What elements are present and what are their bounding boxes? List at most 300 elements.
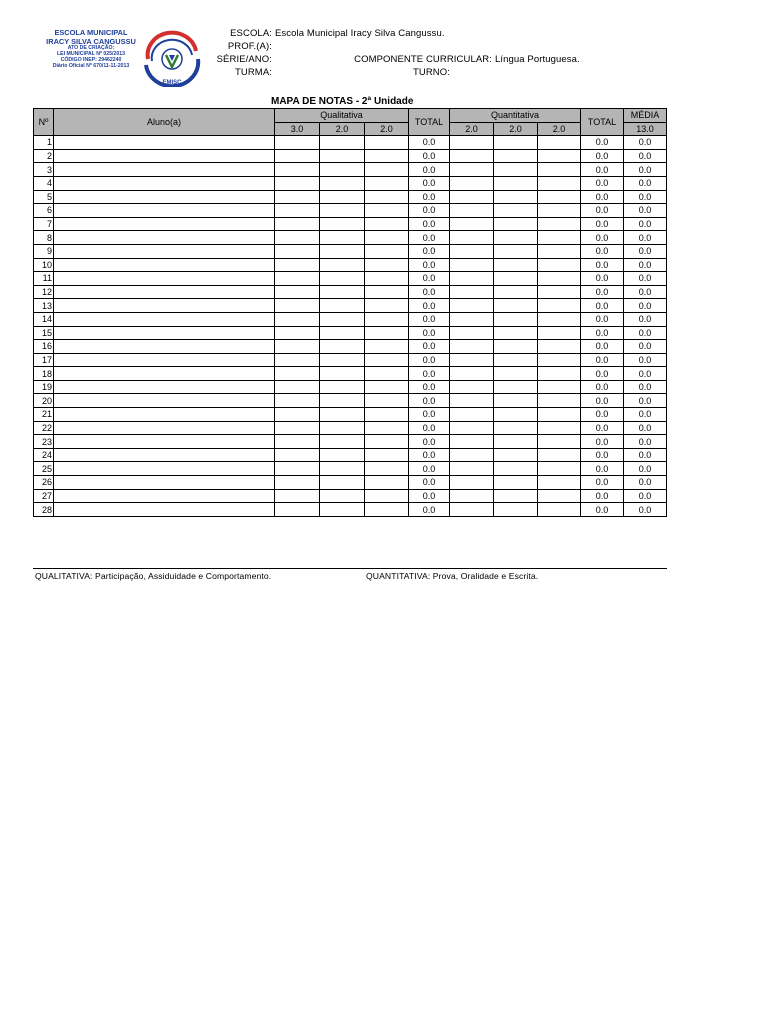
quant-grade-2-cell[interactable] bbox=[494, 285, 538, 299]
student-name-cell[interactable] bbox=[54, 476, 275, 490]
student-name-cell[interactable] bbox=[54, 503, 275, 517]
row-number: 14 bbox=[34, 312, 54, 326]
quant-grade-2-cell[interactable] bbox=[494, 476, 538, 490]
quant-grade-1-cell[interactable] bbox=[450, 448, 494, 462]
qual-total-cell: 0.0 bbox=[409, 435, 450, 449]
row-number: 4 bbox=[34, 176, 54, 190]
quant-grade-1-cell[interactable] bbox=[450, 489, 494, 503]
quant-grade-2-cell[interactable] bbox=[494, 380, 538, 394]
student-name-cell[interactable] bbox=[54, 258, 275, 272]
qual-grade-1-cell[interactable] bbox=[275, 326, 320, 340]
qual-grade-3-cell[interactable] bbox=[365, 272, 409, 286]
serie-label: SÉRIE/ANO: bbox=[216, 54, 272, 65]
qual-grade-3-cell[interactable] bbox=[365, 421, 409, 435]
table-row bbox=[34, 299, 667, 313]
qual-grade-2-cell[interactable] bbox=[320, 435, 365, 449]
quant-grade-2-cell[interactable] bbox=[494, 448, 538, 462]
qual-grade-1-cell[interactable] bbox=[275, 421, 320, 435]
media-value: 13.0 bbox=[624, 122, 667, 136]
media-cell: 0.0 bbox=[624, 476, 667, 490]
quant-grade-1-cell[interactable] bbox=[450, 353, 494, 367]
row-number: 5 bbox=[34, 190, 54, 204]
qual-grade-3-cell[interactable] bbox=[365, 204, 409, 218]
qual-grade-3-cell[interactable] bbox=[365, 380, 409, 394]
qual-grade-3-cell[interactable] bbox=[365, 299, 409, 313]
quant-total-cell: 0.0 bbox=[581, 163, 624, 177]
row-number: 1 bbox=[34, 136, 54, 150]
qual-grade-2-cell[interactable] bbox=[320, 394, 365, 408]
row-number: 6 bbox=[34, 204, 54, 218]
quant-grade-3-cell[interactable] bbox=[538, 149, 581, 163]
quant-total-cell: 0.0 bbox=[581, 190, 624, 204]
table-row bbox=[34, 380, 667, 394]
qual-grade-2-cell[interactable] bbox=[320, 231, 365, 245]
table-row bbox=[34, 231, 667, 245]
qual-grade-1-cell[interactable] bbox=[275, 244, 320, 258]
qual-grade-2-cell[interactable] bbox=[320, 258, 365, 272]
student-name-cell[interactable] bbox=[54, 285, 275, 299]
quant-grade-3-cell[interactable] bbox=[538, 231, 581, 245]
logo-line-4: LEI MUNICIPAL Nº 025/2013 bbox=[56, 51, 125, 57]
row-number: 11 bbox=[34, 272, 54, 286]
row-number: 13 bbox=[34, 299, 54, 313]
quant-grade-3-cell[interactable] bbox=[538, 163, 581, 177]
qual-grade-3-cell[interactable] bbox=[365, 462, 409, 476]
qual-total-cell: 0.0 bbox=[409, 489, 450, 503]
qual-total-cell: 0.0 bbox=[409, 408, 450, 422]
qual-grade-1-cell[interactable] bbox=[275, 367, 320, 381]
qual-grade-3-cell[interactable] bbox=[365, 448, 409, 462]
legend-quantitativa: QUANTITATIVA: Prova, Oralidade e Escrita. bbox=[366, 571, 539, 581]
quant-grade-2-cell[interactable] bbox=[494, 258, 538, 272]
student-name-cell[interactable] bbox=[54, 462, 275, 476]
quant-grade-3-cell[interactable] bbox=[538, 476, 581, 490]
quant-grade-2-cell[interactable] bbox=[494, 231, 538, 245]
qual-grade-2-cell[interactable] bbox=[320, 462, 365, 476]
qual-grade-2-cell[interactable] bbox=[320, 244, 365, 258]
qual-grade-2-cell[interactable] bbox=[320, 353, 365, 367]
student-name-cell[interactable] bbox=[54, 394, 275, 408]
quant-grade-2-cell[interactable] bbox=[494, 190, 538, 204]
row-number: 9 bbox=[34, 244, 54, 258]
student-name-cell[interactable] bbox=[54, 340, 275, 354]
qual-grade-3-cell[interactable] bbox=[365, 163, 409, 177]
qual-grade-3-cell[interactable] bbox=[365, 258, 409, 272]
qual-grade-2-cell[interactable] bbox=[320, 312, 365, 326]
qual-grade-3-cell[interactable] bbox=[365, 312, 409, 326]
table-row bbox=[34, 163, 667, 177]
qual-total-cell: 0.0 bbox=[409, 394, 450, 408]
qual-total-cell: 0.0 bbox=[409, 326, 450, 340]
qual-grade-3-cell[interactable] bbox=[365, 394, 409, 408]
qual-grade-2-cell[interactable] bbox=[320, 204, 365, 218]
quant-grade-1-cell[interactable] bbox=[450, 258, 494, 272]
student-name-cell[interactable] bbox=[54, 136, 275, 150]
table-row bbox=[34, 503, 667, 517]
school-emblem-icon bbox=[142, 29, 202, 87]
qual-grade-1-cell[interactable] bbox=[275, 217, 320, 231]
quant-total-cell: 0.0 bbox=[581, 367, 624, 381]
quant-grade-3-cell[interactable] bbox=[538, 176, 581, 190]
qual-grade-2-cell[interactable] bbox=[320, 476, 365, 490]
media-cell: 0.0 bbox=[624, 299, 667, 313]
qual-grade-1-cell[interactable] bbox=[275, 312, 320, 326]
quant-total-cell: 0.0 bbox=[581, 312, 624, 326]
media-cell: 0.0 bbox=[624, 394, 667, 408]
qual-weight-1: 3.0 bbox=[275, 122, 320, 136]
media-cell: 0.0 bbox=[624, 272, 667, 286]
qual-grade-2-cell[interactable] bbox=[320, 340, 365, 354]
quant-grade-2-cell[interactable] bbox=[494, 176, 538, 190]
qual-total-cell: 0.0 bbox=[409, 299, 450, 313]
quant-grade-1-cell[interactable] bbox=[450, 367, 494, 381]
qual-grade-1-cell[interactable] bbox=[275, 231, 320, 245]
student-name-cell[interactable] bbox=[54, 435, 275, 449]
quant-grade-2-cell[interactable] bbox=[494, 299, 538, 313]
quant-grade-2-cell[interactable] bbox=[494, 340, 538, 354]
quant-grade-1-cell[interactable] bbox=[450, 421, 494, 435]
media-header: MÉDIA bbox=[624, 109, 667, 123]
quant-grade-2-cell[interactable] bbox=[494, 163, 538, 177]
qual-total-cell: 0.0 bbox=[409, 380, 450, 394]
media-cell: 0.0 bbox=[624, 421, 667, 435]
quant-grade-1-cell[interactable] bbox=[450, 476, 494, 490]
row-number: 19 bbox=[34, 380, 54, 394]
legend-qualitativa: QUALITATIVA: Participação, Assiduidade e Comportamento. bbox=[35, 571, 272, 581]
quant-grade-1-cell[interactable] bbox=[450, 394, 494, 408]
media-cell: 0.0 bbox=[624, 163, 667, 177]
quant-grade-2-cell[interactable] bbox=[494, 326, 538, 340]
quant-weight-2: 2.0 bbox=[494, 122, 538, 136]
qual-grade-3-cell[interactable] bbox=[365, 136, 409, 150]
qual-grade-2-cell[interactable] bbox=[320, 489, 365, 503]
qual-grade-2-cell[interactable] bbox=[320, 421, 365, 435]
quant-grade-3-cell[interactable] bbox=[538, 503, 581, 517]
qual-grade-3-cell[interactable] bbox=[365, 367, 409, 381]
qual-grade-2-cell[interactable] bbox=[320, 190, 365, 204]
quant-grade-3-cell[interactable] bbox=[538, 312, 581, 326]
table-row bbox=[34, 190, 667, 204]
qual-grade-3-cell[interactable] bbox=[365, 326, 409, 340]
quant-grade-2-cell[interactable] bbox=[494, 244, 538, 258]
qual-grade-1-cell[interactable] bbox=[275, 176, 320, 190]
quant-total-cell: 0.0 bbox=[581, 435, 624, 449]
quant-grade-3-cell[interactable] bbox=[538, 285, 581, 299]
qual-grade-3-cell[interactable] bbox=[365, 176, 409, 190]
qual-grade-1-cell[interactable] bbox=[275, 272, 320, 286]
quant-grade-1-cell[interactable] bbox=[450, 380, 494, 394]
quant-grade-1-cell[interactable] bbox=[450, 149, 494, 163]
qual-grade-2-cell[interactable] bbox=[320, 299, 365, 313]
row-number: 17 bbox=[34, 353, 54, 367]
media-cell: 0.0 bbox=[624, 435, 667, 449]
quant-total-cell: 0.0 bbox=[581, 503, 624, 517]
qual-grade-3-cell[interactable] bbox=[365, 149, 409, 163]
qual-grade-1-cell[interactable] bbox=[275, 299, 320, 313]
qual-grade-3-cell[interactable] bbox=[365, 435, 409, 449]
quant-total-header: TOTAL bbox=[581, 109, 624, 136]
media-cell: 0.0 bbox=[624, 353, 667, 367]
quant-grade-1-cell[interactable] bbox=[450, 204, 494, 218]
quant-grade-1-cell[interactable] bbox=[450, 435, 494, 449]
qual-total-cell: 0.0 bbox=[409, 231, 450, 245]
table-row bbox=[34, 244, 667, 258]
quant-grade-2-cell[interactable] bbox=[494, 272, 538, 286]
media-cell: 0.0 bbox=[624, 149, 667, 163]
qual-grade-2-cell[interactable] bbox=[320, 163, 365, 177]
qual-total-cell: 0.0 bbox=[409, 136, 450, 150]
logo-line-6: Diário Oficial Nº 670/11-11-2013 bbox=[52, 62, 130, 69]
qual-total-cell: 0.0 bbox=[409, 340, 450, 354]
quant-grade-3-cell[interactable] bbox=[538, 190, 581, 204]
qual-grade-1-cell[interactable] bbox=[275, 340, 320, 354]
student-name-cell[interactable] bbox=[54, 367, 275, 381]
quant-grade-2-cell[interactable] bbox=[494, 312, 538, 326]
logo-line-5: CÓDIGO INEP: 29462240 bbox=[60, 56, 122, 63]
qual-grade-2-cell[interactable] bbox=[320, 503, 365, 517]
quant-grade-2-cell[interactable] bbox=[494, 503, 538, 517]
quant-grade-3-cell[interactable] bbox=[538, 462, 581, 476]
table-row bbox=[34, 435, 667, 449]
quant-total-cell: 0.0 bbox=[581, 176, 624, 190]
student-name-cell[interactable] bbox=[54, 326, 275, 340]
table-row bbox=[34, 272, 667, 286]
quant-grade-2-cell[interactable] bbox=[494, 489, 538, 503]
qual-grade-2-cell[interactable] bbox=[320, 272, 365, 286]
table-row bbox=[34, 312, 667, 326]
student-name-cell[interactable] bbox=[54, 231, 275, 245]
quant-total-cell: 0.0 bbox=[581, 353, 624, 367]
qual-grade-1-cell[interactable] bbox=[275, 489, 320, 503]
qual-grade-1-cell[interactable] bbox=[275, 285, 320, 299]
table-row bbox=[34, 367, 667, 381]
row-number: 22 bbox=[34, 421, 54, 435]
escola-label: ESCOLA: bbox=[230, 28, 272, 39]
quant-grade-3-cell[interactable] bbox=[538, 448, 581, 462]
media-cell: 0.0 bbox=[624, 176, 667, 190]
qual-grade-2-cell[interactable] bbox=[320, 367, 365, 381]
quant-total-cell: 0.0 bbox=[581, 326, 624, 340]
quant-grade-1-cell[interactable] bbox=[450, 136, 494, 150]
quant-grade-1-cell[interactable] bbox=[450, 462, 494, 476]
quant-grade-1-cell[interactable] bbox=[450, 163, 494, 177]
grades-table-header bbox=[34, 109, 667, 136]
qual-grade-2-cell[interactable] bbox=[320, 448, 365, 462]
quant-total-cell: 0.0 bbox=[581, 462, 624, 476]
student-name-cell[interactable] bbox=[54, 299, 275, 313]
qual-grade-2-cell[interactable] bbox=[320, 136, 365, 150]
quant-grade-2-cell[interactable] bbox=[494, 367, 538, 381]
quant-total-cell: 0.0 bbox=[581, 489, 624, 503]
quant-grade-1-cell[interactable] bbox=[450, 217, 494, 231]
quant-grade-1-cell[interactable] bbox=[450, 176, 494, 190]
qual-grade-2-cell[interactable] bbox=[320, 149, 365, 163]
logo-line-3: ATO DE CRIAÇÃO: bbox=[67, 45, 115, 52]
student-name-cell[interactable] bbox=[54, 163, 275, 177]
quant-grade-1-cell[interactable] bbox=[450, 244, 494, 258]
row-number: 10 bbox=[34, 258, 54, 272]
quant-grade-3-cell[interactable] bbox=[538, 408, 581, 422]
quant-grade-2-cell[interactable] bbox=[494, 435, 538, 449]
qual-grade-1-cell[interactable] bbox=[275, 462, 320, 476]
student-name-cell[interactable] bbox=[54, 489, 275, 503]
media-cell: 0.0 bbox=[624, 285, 667, 299]
quant-grade-2-cell[interactable] bbox=[494, 353, 538, 367]
quant-grade-2-cell[interactable] bbox=[494, 149, 538, 163]
table-row bbox=[34, 462, 667, 476]
quant-grade-3-cell[interactable] bbox=[538, 272, 581, 286]
table-row bbox=[34, 489, 667, 503]
quant-grade-2-cell[interactable] bbox=[494, 394, 538, 408]
qual-grade-3-cell[interactable] bbox=[365, 503, 409, 517]
quant-grade-2-cell[interactable] bbox=[494, 136, 538, 150]
quant-grade-3-cell[interactable] bbox=[538, 435, 581, 449]
quant-grade-1-cell[interactable] bbox=[450, 299, 494, 313]
student-name-cell[interactable] bbox=[54, 312, 275, 326]
student-name-cell[interactable] bbox=[54, 244, 275, 258]
quant-grade-3-cell[interactable] bbox=[538, 299, 581, 313]
student-name-cell[interactable] bbox=[54, 353, 275, 367]
school-logo bbox=[32, 26, 208, 90]
student-name-cell[interactable] bbox=[54, 190, 275, 204]
student-name-cell[interactable] bbox=[54, 408, 275, 422]
student-name-cell[interactable] bbox=[54, 421, 275, 435]
quant-grade-3-cell[interactable] bbox=[538, 353, 581, 367]
quant-grade-1-cell[interactable] bbox=[450, 312, 494, 326]
qual-total-cell: 0.0 bbox=[409, 285, 450, 299]
qual-grade-1-cell[interactable] bbox=[275, 380, 320, 394]
qual-grade-1-cell[interactable] bbox=[275, 190, 320, 204]
quant-grade-1-cell[interactable] bbox=[450, 503, 494, 517]
prof-label: PROF.(A): bbox=[227, 41, 272, 52]
quant-grade-3-cell[interactable] bbox=[538, 217, 581, 231]
row-number: 26 bbox=[34, 476, 54, 490]
qual-grade-3-cell[interactable] bbox=[365, 353, 409, 367]
grades-table bbox=[33, 108, 667, 517]
qual-weight-3: 2.0 bbox=[365, 122, 409, 136]
student-name-cell[interactable] bbox=[54, 149, 275, 163]
qual-grade-1-cell[interactable] bbox=[275, 448, 320, 462]
media-cell: 0.0 bbox=[624, 408, 667, 422]
logo-line-2: IRACY SILVA CANGUSSU bbox=[46, 36, 136, 46]
qual-grade-1-cell[interactable] bbox=[275, 394, 320, 408]
qual-grade-1-cell[interactable] bbox=[275, 353, 320, 367]
student-name-cell[interactable] bbox=[54, 272, 275, 286]
qual-grade-2-cell[interactable] bbox=[320, 285, 365, 299]
qual-total-cell: 0.0 bbox=[409, 163, 450, 177]
quant-grade-3-cell[interactable] bbox=[538, 258, 581, 272]
qual-grade-1-cell[interactable] bbox=[275, 408, 320, 422]
quant-grade-3-cell[interactable] bbox=[538, 489, 581, 503]
student-name-cell[interactable] bbox=[54, 204, 275, 218]
qual-grade-2-cell[interactable] bbox=[320, 380, 365, 394]
row-number: 20 bbox=[34, 394, 54, 408]
quant-grade-3-cell[interactable] bbox=[538, 380, 581, 394]
quant-grade-3-cell[interactable] bbox=[538, 367, 581, 381]
quant-grade-3-cell[interactable] bbox=[538, 244, 581, 258]
grades-table-body bbox=[34, 136, 667, 517]
qual-grade-2-cell[interactable] bbox=[320, 408, 365, 422]
qual-total-cell: 0.0 bbox=[409, 312, 450, 326]
qual-grade-1-cell[interactable] bbox=[275, 503, 320, 517]
qual-grade-3-cell[interactable] bbox=[365, 231, 409, 245]
qual-grade-1-cell[interactable] bbox=[275, 136, 320, 150]
table-row bbox=[34, 176, 667, 190]
quant-grade-1-cell[interactable] bbox=[450, 285, 494, 299]
quant-total-cell: 0.0 bbox=[581, 231, 624, 245]
quant-grade-3-cell[interactable] bbox=[538, 136, 581, 150]
quant-grade-2-cell[interactable] bbox=[494, 408, 538, 422]
qual-grade-3-cell[interactable] bbox=[365, 489, 409, 503]
qual-grade-3-cell[interactable] bbox=[365, 340, 409, 354]
student-name-cell[interactable] bbox=[54, 380, 275, 394]
student-name-cell[interactable] bbox=[54, 176, 275, 190]
qual-grade-1-cell[interactable] bbox=[275, 258, 320, 272]
qual-grade-1-cell[interactable] bbox=[275, 149, 320, 163]
quant-grade-1-cell[interactable] bbox=[450, 340, 494, 354]
quant-grade-3-cell[interactable] bbox=[538, 421, 581, 435]
quant-grade-2-cell[interactable] bbox=[494, 217, 538, 231]
qual-grade-3-cell[interactable] bbox=[365, 285, 409, 299]
qual-grade-3-cell[interactable] bbox=[365, 476, 409, 490]
row-number: 12 bbox=[34, 285, 54, 299]
qual-total-cell: 0.0 bbox=[409, 190, 450, 204]
row-number: 8 bbox=[34, 231, 54, 245]
quant-total-cell: 0.0 bbox=[581, 380, 624, 394]
qual-grade-1-cell[interactable] bbox=[275, 435, 320, 449]
quant-grade-1-cell[interactable] bbox=[450, 408, 494, 422]
legend-divider bbox=[33, 568, 667, 569]
qual-grade-3-cell[interactable] bbox=[365, 190, 409, 204]
qual-grade-1-cell[interactable] bbox=[275, 204, 320, 218]
student-name-cell[interactable] bbox=[54, 448, 275, 462]
quant-grade-3-cell[interactable] bbox=[538, 204, 581, 218]
quant-grade-2-cell[interactable] bbox=[494, 462, 538, 476]
quant-total-cell: 0.0 bbox=[581, 244, 624, 258]
table-row bbox=[34, 217, 667, 231]
qual-total-cell: 0.0 bbox=[409, 149, 450, 163]
turno-label: TURNO: bbox=[412, 67, 450, 78]
qual-grade-2-cell[interactable] bbox=[320, 326, 365, 340]
media-cell: 0.0 bbox=[624, 448, 667, 462]
student-name-cell[interactable] bbox=[54, 217, 275, 231]
quant-grade-3-cell[interactable] bbox=[538, 394, 581, 408]
table-row bbox=[34, 326, 667, 340]
qual-grade-2-cell[interactable] bbox=[320, 176, 365, 190]
qual-grade-3-cell[interactable] bbox=[365, 217, 409, 231]
row-number: 3 bbox=[34, 163, 54, 177]
quant-grade-1-cell[interactable] bbox=[450, 272, 494, 286]
qual-grade-2-cell[interactable] bbox=[320, 217, 365, 231]
qual-grade-3-cell[interactable] bbox=[365, 408, 409, 422]
qual-total-cell: 0.0 bbox=[409, 462, 450, 476]
quant-grade-1-cell[interactable] bbox=[450, 326, 494, 340]
quant-grade-1-cell[interactable] bbox=[450, 231, 494, 245]
quant-grade-1-cell[interactable] bbox=[450, 190, 494, 204]
qual-grade-1-cell[interactable] bbox=[275, 163, 320, 177]
table-row bbox=[34, 149, 667, 163]
qual-grade-1-cell[interactable] bbox=[275, 476, 320, 490]
qual-total-cell: 0.0 bbox=[409, 258, 450, 272]
quant-grade-3-cell[interactable] bbox=[538, 326, 581, 340]
quant-grade-3-cell[interactable] bbox=[538, 340, 581, 354]
quant-grade-2-cell[interactable] bbox=[494, 421, 538, 435]
table-row bbox=[34, 340, 667, 354]
qual-grade-3-cell[interactable] bbox=[365, 244, 409, 258]
quant-grade-2-cell[interactable] bbox=[494, 204, 538, 218]
media-cell: 0.0 bbox=[624, 312, 667, 326]
qual-total-cell: 0.0 bbox=[409, 244, 450, 258]
